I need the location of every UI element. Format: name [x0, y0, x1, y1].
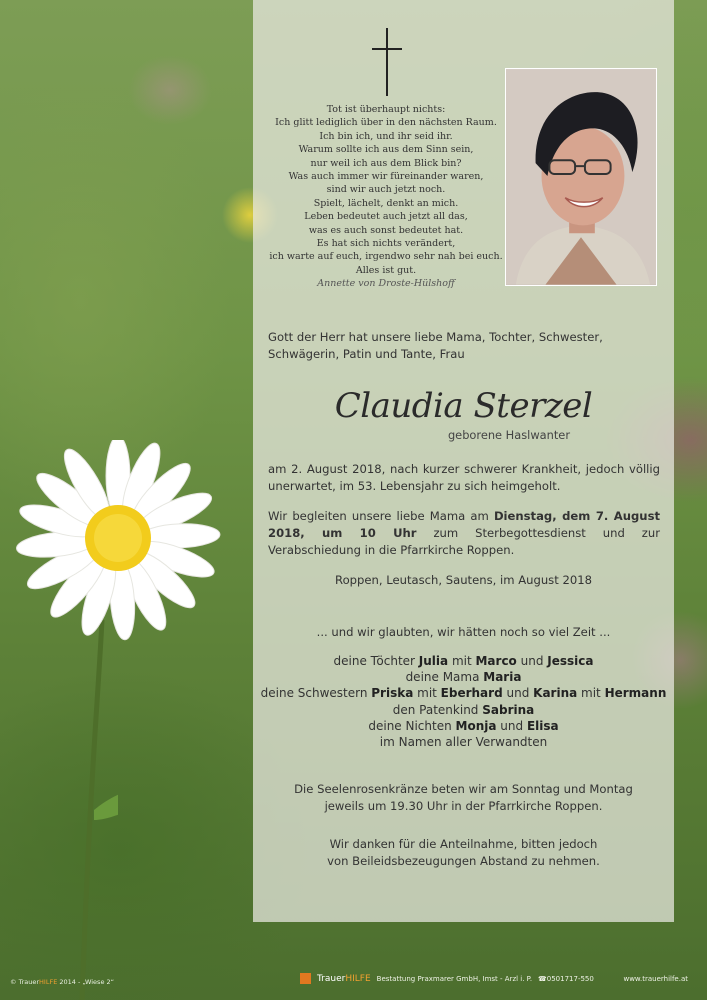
rosary-line: jeweils um 19.30 Uhr in der Pfarrkirche Roppen.: [324, 799, 603, 813]
funeral-date: Dienstag, dem 7. August 2018, um 10 Uhr: [268, 509, 661, 541]
rosary-info: [253, 781, 674, 815]
poem-line: Ich glitt lediglich über in den nächsten Raum.: [275, 117, 497, 129]
intro-text: Gott der Herr hat unsere liebe Mama, Tochter, Schwester, Schwägerin, Patin und Tante, Frau: [268, 330, 603, 361]
daisy-stem-illustration: [72, 620, 118, 1000]
poem-line: Warum sollte ich aus dem Sinn sein,: [298, 144, 474, 156]
brand-name: TrauerHILFE: [317, 973, 371, 984]
mourner-line: den Patenkind Sabrina: [392, 702, 535, 717]
deceased-name: Claudia Sterzel: [334, 386, 593, 426]
mourner-line: deine Mama Maria: [405, 670, 522, 685]
mourner-line: im Namen aller Verwandten: [379, 735, 548, 750]
poem: [262, 103, 510, 291]
poem-line: Leben bedeutet auch jetzt all das,: [304, 211, 468, 223]
rosary-line: Die Seelenrosenkränze beten wir am Sonntag und Montag: [294, 782, 633, 796]
company-info: Bestattung Praxmarer GmbH, Imst - Arzl i. P.: [376, 974, 533, 983]
website-link[interactable]: www.trauerhilfe.at: [623, 974, 688, 983]
quote: ... und wir glaubten, wir hätten noch so viel Zeit ...: [316, 625, 611, 639]
poem-line: Alles ist gut.: [355, 264, 417, 276]
thanks-line: Wir danken für die Anteilnahme, bitten jedoch: [329, 837, 598, 851]
cross-icon: [372, 28, 402, 96]
thanks-line: von Beileidsbezeugungen Abstand zu nehmen.: [327, 854, 600, 868]
poem-line: Spielt, lächelt, denkt an mich.: [313, 197, 459, 209]
birth-name: geborene Haslwanter: [447, 428, 570, 442]
thanks-note: [253, 836, 674, 870]
mourners-list: [253, 653, 674, 750]
place-date: Roppen, Leutasch, Sautens, im August 2018: [335, 573, 592, 587]
mourner-line: deine Töchter Julia mit Marco und Jessica: [333, 654, 594, 668]
phone-number: ☎0501717-550: [538, 974, 594, 983]
poem-line: nur weil ich aus dem Blick bin?: [310, 157, 462, 169]
copyright-note: © TrauerHILFE 2014 - „Wiese 2“: [10, 978, 115, 986]
poem-line: sind wir auch jetzt noch.: [326, 184, 446, 196]
poem-line: ich warte auf euch, irgendwo sehr nah bei euch.: [269, 251, 503, 263]
death-notice: am 2. August 2018, nach kurzer schwerer Krankheit, jedoch völlig unerwartet, im 53. Lebensjahr zu sich heimgeholt.: [268, 462, 660, 494]
mourner-line: deine Nichten Monja und Elisa: [368, 718, 559, 733]
mourner-line: deine Schwestern Priska mit Eberhard und Karina mit Hermann: [260, 686, 667, 701]
funeral-info: [268, 508, 660, 560]
funeral-suffix: zum Sterbegottesdienst und zur Verabschiedung in die Pfarrkirche Roppen.: [268, 526, 660, 558]
poem-line: Ich bin ich, und ihr seid ihr.: [319, 130, 453, 142]
portrait-illustration: [506, 69, 656, 285]
poem-line: was es auch sonst bedeutet hat.: [308, 224, 464, 236]
poem-author: Annette von Droste-Hülshoff: [317, 278, 455, 290]
portrait-photo: [505, 68, 657, 286]
footer-bar: [300, 973, 700, 984]
poem-line: Was auch immer wir füreinander waren,: [288, 171, 484, 183]
trauerhilfe-logo-icon: [300, 973, 311, 984]
poem-line: Es hat sich nichts verändert,: [316, 238, 456, 250]
funeral-prefix: Wir begleiten unsere liebe Mama am: [268, 509, 494, 523]
daisy-flower-illustration: [10, 440, 230, 660]
poem-line: Tot ist überhaupt nichts:: [326, 104, 446, 115]
